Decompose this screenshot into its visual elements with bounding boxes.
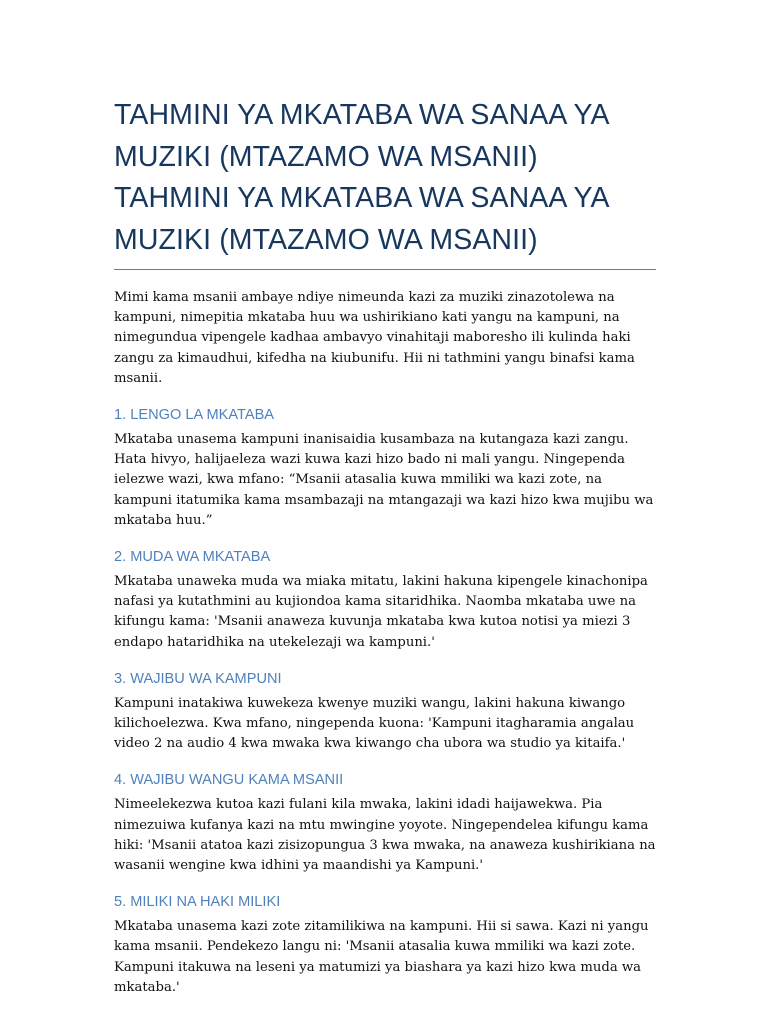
section-heading: 4. WAJIBU WANGU KAMA MSANII [114, 772, 344, 789]
section-2 [114, 547, 656, 653]
section-heading: 1. LENGO LA MKATABA [114, 407, 275, 424]
section-heading: 3. WAJIBU WA KAMPUNI [114, 670, 282, 687]
document-page [114, 0, 656, 998]
intro-paragraph: Mimi kama msanii ambaye ndiye nimeunda kazi za muziki zinazotolewa na kampuni, nimepitia mkataba huu wa ushirikiano kati yangu na kampuni, na nimegundua vipengele kadhaa ambavyo vinahitaji maboresho ili kulinda haki zangu za kimaudhui, kifedha na kiubunifu. Hii ni tathmini yangu binafsi kama msanii. [114, 290, 635, 386]
section-body: Mkataba unasema kampuni inanisaidia kusambaza na kutangaza kazi zangu. Hata hivyo, halijaeleza wazi kuwa kazi hizo bado ni mali yangu. Ningependa ielezwe wazi, kwa mfano: “Msanii atasalia kuwa mmiliki wa kazi zote, na kampuni itatumika kama msambazaji na mtangazaji wa kazi hizo kwa mujibu wa mkataba huu.” [114, 432, 654, 528]
section-1 [114, 405, 656, 531]
section-3 [114, 669, 656, 755]
section-heading: 5. MILIKI NA HAKI MILIKI [114, 894, 281, 911]
section-body: Kampuni inatakiwa kuwekeza kwenye muziki wangu, lakini hakuna kiwango kilichoelezwa. Kwa mfano, ningependa kuona: 'Kampuni itagharamia angalau video 2 na audio 4 kwa mwaka kwa kiwango cha ubora wa studio ya kitaifa.' [114, 695, 635, 752]
section-body: Nimeelekezwa kutoa kazi fulani kila mwaka, lakini idadi haijawekwa. Pia nimezuiwa kufanya kazi na mtu mwingine yoyote. Ningependelea kifungu kama hiki: 'Msanii atatoa kazi zisizopungua 3 kwa mwaka, na anaweza kushirikiana na wasanii wengine kwa idhini ya maandishi ya Kampuni.' [114, 797, 656, 874]
section-heading: 2. MUDA WA MKATABA [114, 549, 271, 566]
document-title: TAHMINI YA MKATABA WA SANAA YA MUZIKI (MTAZAMO WA MSANII) TAHMINI YA MKATABA WA SANAA YA MUZIKI (MTAZAMO WA MSANII) [114, 99, 608, 256]
title-divider [114, 269, 656, 270]
section-4 [114, 770, 656, 876]
section-5 [114, 892, 656, 998]
section-body: Mkataba unasema kazi zote zitamilikiwa na kampuni. Hii si sawa. Kazi ni yangu kama msanii. Pendekezo langu ni: 'Msanii atasalia kuwa mmiliki wa kazi zote. Kampuni itakuwa na leseni ya matumizi ya biashara ya kazi hizo kwa muda wa mkataba.' [114, 919, 649, 995]
section-body: Mkataba unaweka muda wa miaka mitatu, lakini hakuna kipengele kinachonipa nafasi ya kutathmini au kujiondoa kama sitaridhika. Naomba mkataba uwe na kifungu kama: 'Msanii anaweza kuvunja mkataba kwa kutoa notisi ya miezi 3 endapo hataridhika na utekelezaji wa kampuni.' [114, 574, 648, 650]
